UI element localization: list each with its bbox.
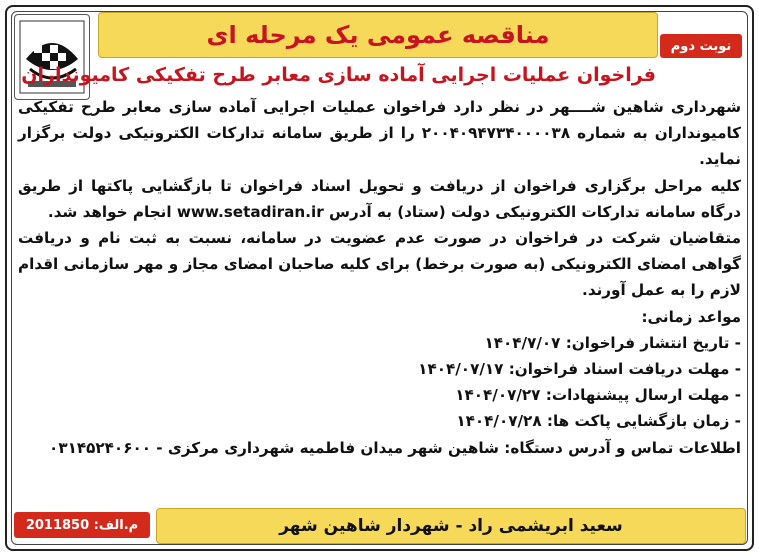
notice-body <box>18 94 741 461</box>
date-item: - تاریخ انتشار فراخوان: ۱۴۰۴/۷/۰۷ <box>484 333 741 352</box>
signature-banner <box>156 508 746 544</box>
round-badge-label: نوبت دوم <box>670 38 732 54</box>
signature-text: سعید ابریشمی راد - شهردار شاهین شهر <box>279 516 623 536</box>
paragraph-3: متقاضیان شرکت در فراخوان در صورت عدم عضویت در سامانه، نسبت به ثبت نام و دریافت گواهی امضای الکترونیکی (به صورت برخط) برای کلیه صاحبان امضای مجاز و مهر سازمانی اقدام لازم را به عمل آورند. <box>18 229 741 300</box>
paragraph-2 <box>18 173 741 225</box>
paragraph-2-text: کلیه مراحل برگزاری فراخوان از دریافت و تحویل اسناد فراخوان تا بازگشایی پاکتها از طریق درگاه سامانه تدارکات الکترونیکی دولت (ستاد) به آدرس <box>18 176 741 221</box>
notice-subtitle: فراخوان عملیات اجرایی آماده سازی معابر طرح تفکیکی کامیونداران <box>21 64 656 86</box>
dates-heading: مواعد زمانی: <box>641 307 741 326</box>
date-item: - مهلت دریافت اسناد فراخوان: ۱۴۰۴/۰۷/۱۷ <box>418 360 741 379</box>
date-item: - مهلت ارسال پیشنهادات: ۱۴۰۴/۰۷/۲۷ <box>455 386 741 405</box>
publication-code: م.الف: 2011850 <box>25 517 139 533</box>
publication-code-badge <box>14 512 150 538</box>
paragraph-2-end: انجام خواهد شد. <box>47 202 172 221</box>
contact-info: اطلاعات تماس و آدرس دستگاه: شاهین شهر میدان فاطمیه شهرداری مرکزی - ۰۳۱۴۵۲۴۰۶۰۰ <box>49 438 741 457</box>
paragraph-1: شهرداری شاهین شــــهر در نظر دارد فراخوان عملیات اجرایی آماده سازی معابر طرح تفکیکی کامیونداران به شماره ۲۰۰۴۰۹۴۷۳۴۰۰۰۰۳۸ را از طریق سامانه تدارکات الکترونیکی دولت برگزار نماید. <box>18 98 742 169</box>
setad-website-link[interactable]: www.setadiran.ir <box>176 202 324 221</box>
notice-title-banner <box>98 12 658 58</box>
notice-title: مناقصه عمومی یک مرحله ای <box>206 21 550 49</box>
dates-list <box>18 330 741 435</box>
round-badge <box>660 34 742 58</box>
date-item: - زمان بازگشایی پاکت ها: ۱۴۰۴/۰۷/۲۸ <box>456 412 741 431</box>
